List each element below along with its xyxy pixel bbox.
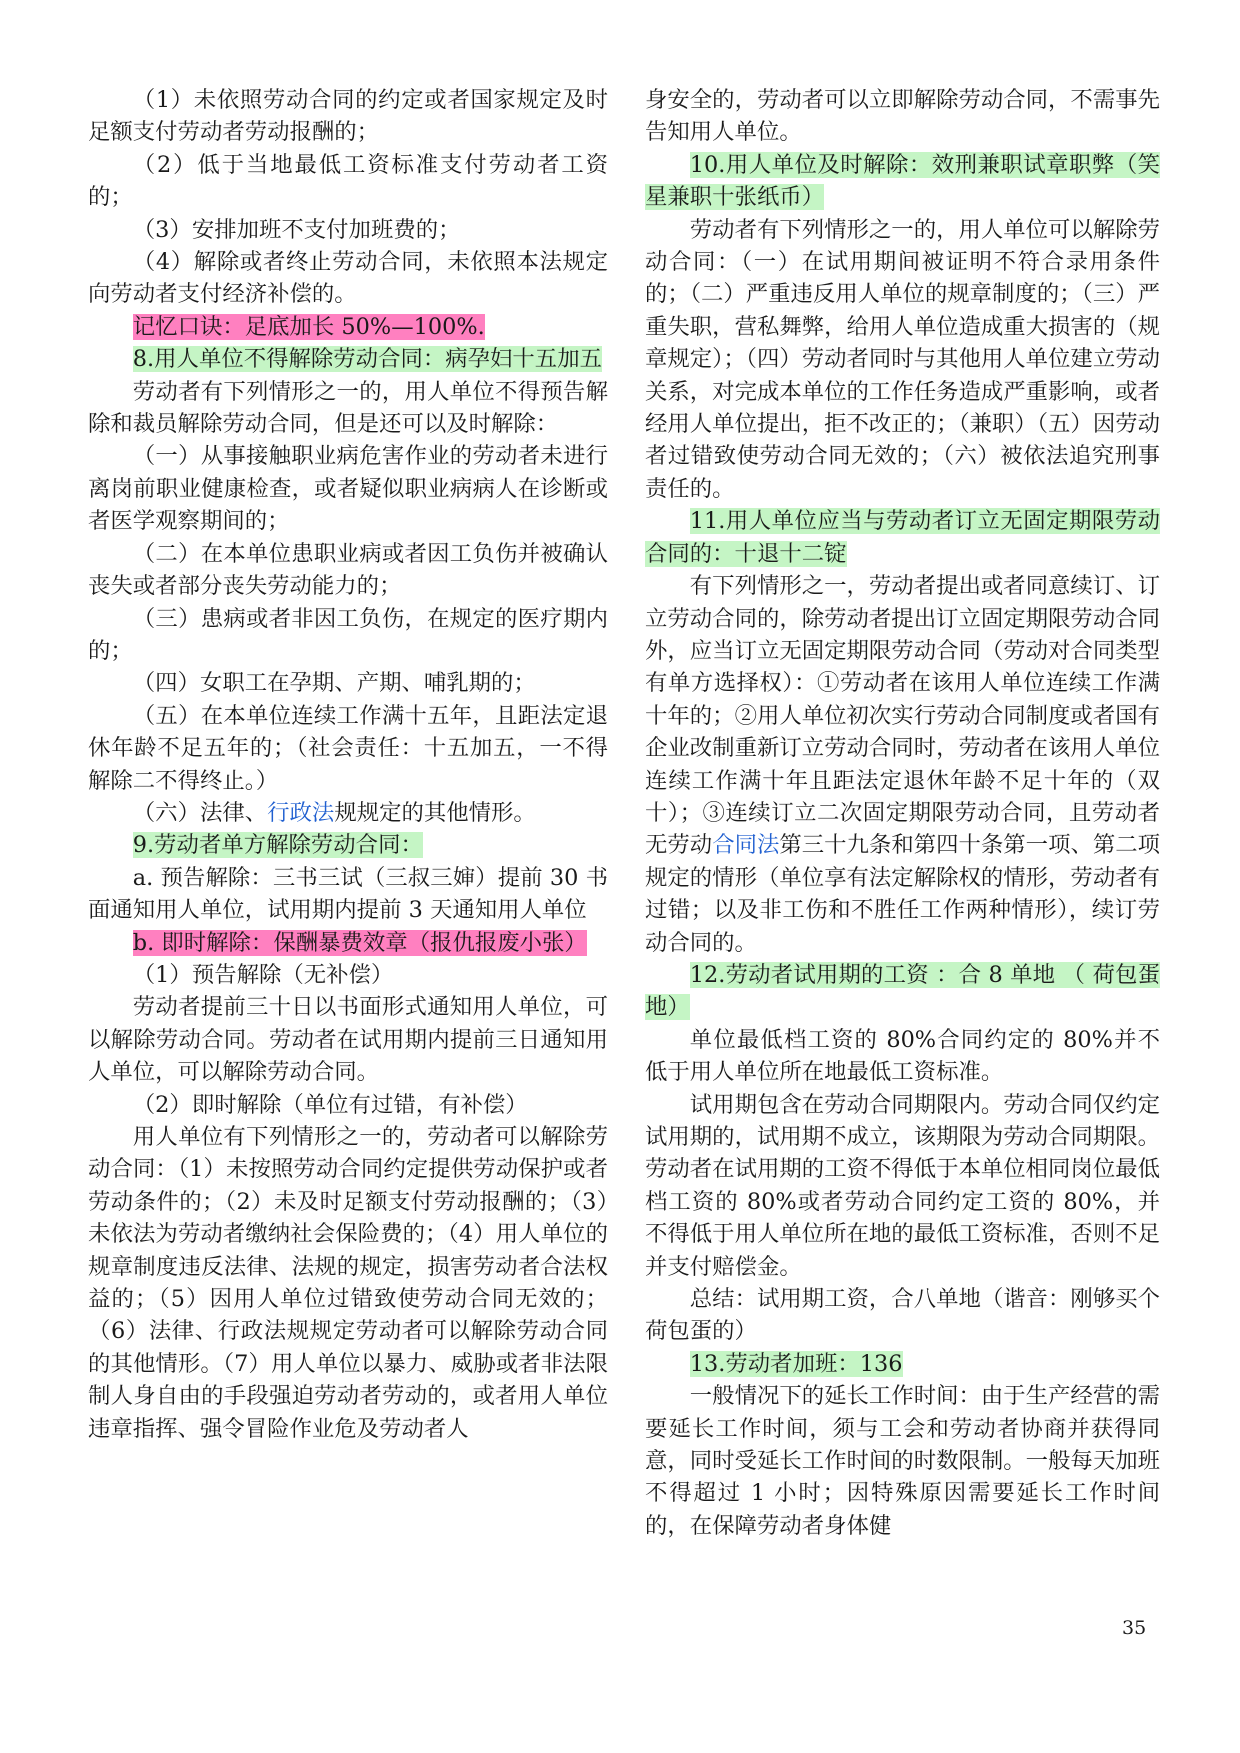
text: 第三十九条和第四十条第一项、第二项规定的情形（单位享有法定解除权的情形，劳动者有过错；以及非工伤和不胜任工作两种情形），续订劳动合同的。	[645, 832, 1161, 956]
para: （1）未依照劳动合同的约定或者国家规定及时足额支付劳动者劳动报酬的；	[88, 87, 608, 146]
section-heading	[645, 149, 1160, 214]
text: 规规定的其他情形。	[334, 799, 536, 826]
para: （四）女职工在孕期、产期、哺乳期的；	[132, 670, 536, 697]
page-number: 35	[1122, 1617, 1147, 1639]
highlight-green: 10.用人单位及时解除：效刑兼职试章职弊（笑星兼职十张纸币）	[645, 151, 1160, 211]
text: （六）法律、	[132, 799, 268, 826]
mnemonic-line	[88, 311, 608, 343]
highlight-green: 12.劳动者试用期的工资 ：合 8 单地 （ 荷包蛋地）	[645, 961, 1160, 1021]
para	[645, 570, 1160, 959]
link-xingzhengfa[interactable]: 行政法	[267, 799, 335, 826]
highlight-green: 8.用人单位不得解除劳动合同：病孕妇十五加五	[132, 346, 602, 373]
para: （三）患病或者非因工负伤，在规定的医疗期内的；	[88, 605, 608, 664]
para: （3）安排加班不支付加班费的；	[132, 216, 461, 243]
para: （一）从事接触职业病危害作业的劳动者未进行离岗前职业健康检查，或者疑似职业病病人在诊断或者医学观察期间的；	[88, 443, 608, 535]
para: 劳动者有下列情形之一的，用人单位可以解除劳动合同：（一）在试用期间被证明不符合录用条件的；（二）严重违反用人单位的规章制度的；（三）严重失职，营私舞弊，给用人单位造成重大损害的（规章规定）；（四）劳动者同时与其他用人单位建立劳动关系，对完成本单位的工作任务造成严重影响，或者经用人单位提出，拒不改正的；（兼职）（五）因劳动者过错致使劳动合同无效的；（六）被依法追究刑事责任的。	[645, 216, 1160, 502]
link-hetongfa[interactable]: 合同法	[712, 832, 780, 859]
para: 用人单位有下列情形之一的，劳动者可以解除劳动合同：（1）未按照劳动合同约定提供劳动保护或者劳动条件的；（2）未及时足额支付劳动报酬的；（3）未依法为劳动者缴纳社会保险费的；（4）用人单位的规章制度违反法律、法规的规定，损害劳动者合法权益的；（5）因用人单位过错致使劳动合同无效的；（6）法律、行政法规规定劳动者可以解除劳动合同的其他情形。（7）用人单位以暴力、威胁或者非法限制人身自由的手段强迫劳动者劳动的，或者用人单位违章指挥、强令冒险作业危及劳动者人	[88, 1124, 608, 1442]
para	[88, 797, 608, 829]
para: 劳动者有下列情形之一的，用人单位不得预告解除和裁员解除劳动合同，但是还可以及时解除：	[88, 378, 608, 438]
highlight-green: 9.劳动者单方解除劳动合同：	[132, 832, 423, 859]
highlight-green: 11.用人单位应当与劳动者订立无固定期限劳动合同的：十退十二锭	[645, 508, 1160, 567]
para: 一般情况下的延长工作时间：由于生产经营的需要延长工作时间，须与工会和劳动者协商并获得同意，同时受延长工作时间的时数限制。一般每天加班不得超过 1 小时；因特殊原因需要延长工作时间的，在保障劳动者身体健	[645, 1383, 1160, 1539]
highlight-pink: 记忆口诀：足底加长 50%—100%.	[132, 313, 485, 340]
para: （1）预告解除（无补偿）	[132, 961, 394, 988]
highlight-pink: b. 即时解除：保酬暴费效章（报仇报废小张）	[132, 929, 587, 956]
section-heading	[88, 343, 608, 375]
para: （二）在本单位患职业病或者因工负伤并被确认丧失或者部分丧失劳动能力的；	[88, 540, 608, 600]
highlight-green: 13.劳动者加班：136	[689, 1350, 903, 1377]
para: 身安全的，劳动者可以立即解除劳动合同，不需事先告知用人单位。	[645, 87, 1160, 146]
mnemonic-line	[88, 927, 608, 959]
para: （4）解除或者终止劳动合同，未依照本法规定向劳动者支付经济补偿的。	[88, 249, 608, 308]
section-heading	[645, 505, 1160, 570]
left-column	[88, 84, 608, 1445]
text: 有下列情形之一，劳动者提出或者同意续订、订立劳动合同的，除劳动者提出订立固定期限劳动合同外，应当订立无固定期限劳动合同（劳动对合同类型有单方选择权）：①劳动者在该用人单位连续工作满十年的；②用人单位初次实行劳动合同制度或者国有企业改制重新订立劳动合同时，劳动者在该用人单位连续工作满十年且距法定退休年龄不足十年的（双十）；③连续订立二次固定期限劳动合同，且劳动者无劳动	[645, 573, 1160, 859]
para: （2）即时解除（单位有过错，有补偿）	[132, 1091, 528, 1118]
para: （五）在本单位连续工作满十五年，且距法定退休年龄不足五年的；（社会责任：十五加五，一不得解除二不得终止。）	[88, 702, 608, 794]
para: 劳动者提前三十日以书面形式通知用人单位，可以解除劳动合同。劳动者在试用期内提前三日通知用人单位，可以解除劳动合同。	[88, 994, 608, 1086]
para: 总结：试用期工资，合八单地（谐音：刚够买个荷包蛋的）	[645, 1286, 1160, 1345]
right-column	[645, 84, 1160, 1542]
para: a. 预告解除：三书三试（三叔三婶）提前 30 书面通知用人单位，试用期内提前 3 天通知用人单位	[88, 864, 608, 924]
section-heading	[645, 1348, 1160, 1380]
para: 单位最低档工资的 80%合同约定的 80%并不低于用人单位所在地最低工资标准。	[645, 1026, 1160, 1086]
para: 试用期包含在劳动合同期限内。劳动合同仅约定试用期的，试用期不成立，该期限为劳动合同期限。劳动者在试用期的工资不得低于本单位相同岗位最低档工资的 80%或者劳动合同约定工资的 80%，并不得低于用人单位所在地的最低工资标准，否则不足并支付赔偿金。	[645, 1091, 1160, 1280]
section-heading	[645, 959, 1160, 1024]
section-heading	[88, 829, 608, 861]
para: （2）低于当地最低工资标准支付劳动者工资的；	[88, 151, 608, 211]
